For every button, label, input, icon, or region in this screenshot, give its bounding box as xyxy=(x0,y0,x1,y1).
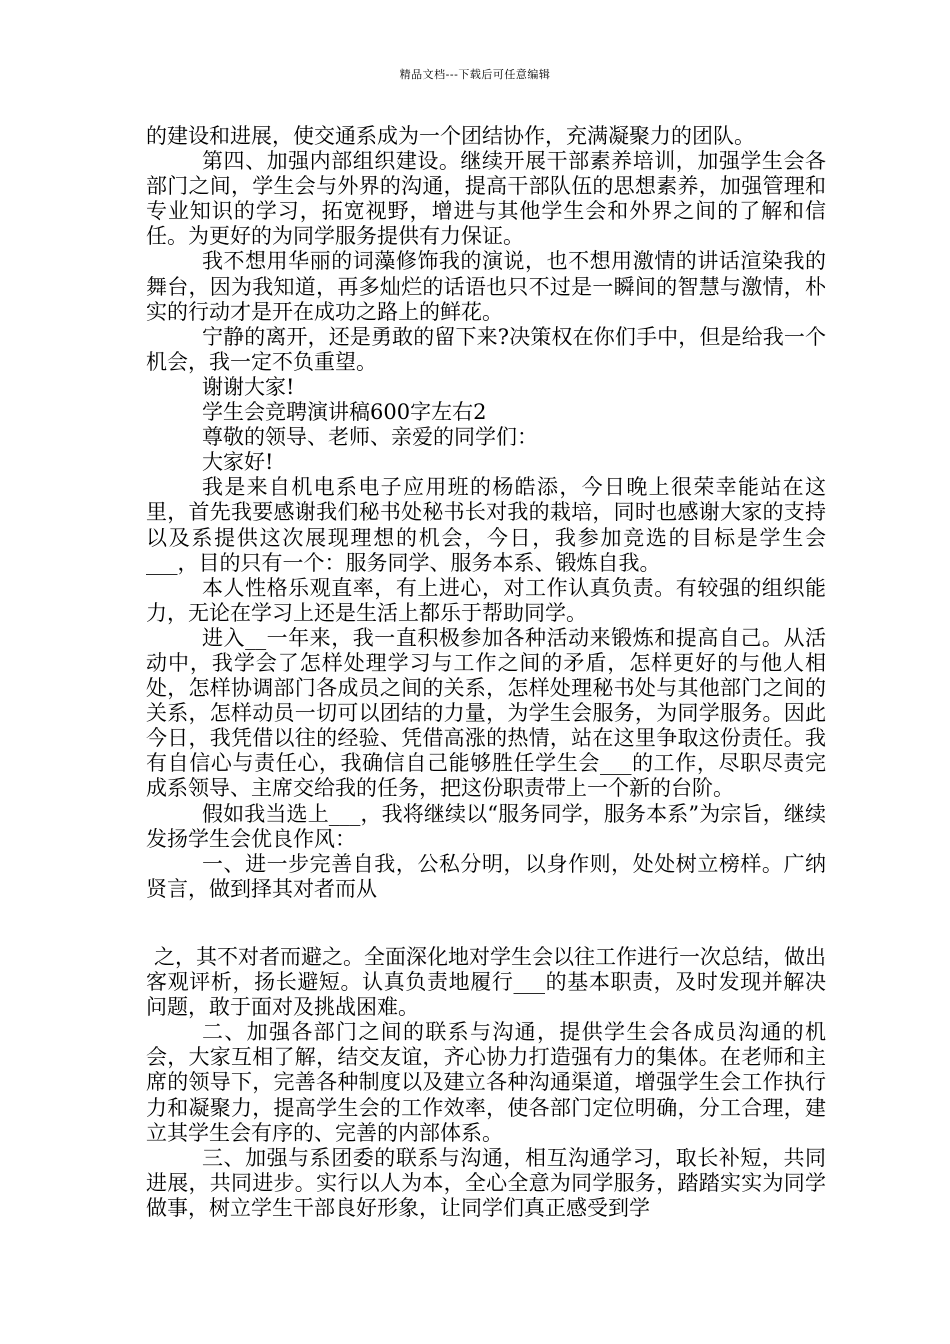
paragraph: 第四、加强内部组织建设。继续开展干部素养培训，加强学生会各部门之间，学生会与外界的沟通，提高干部队伍的思想素养，加强管理和专业知识的学习，拓宽视野，增进与其他学生会和外界之间的了解和信任。为更好的为同学服务提供有力保证。 xyxy=(146,149,826,249)
paragraph: 假如我当选上___，我将继续以“服务同学，服务本系”为宗旨，继续发扬学生会优良作风： xyxy=(146,801,826,851)
paragraph: 三、加强与系团委的联系与沟通，相互沟通学习，取长补短，共同进展，共同进步。实行以人为本，全心全意为同学服务，踏踏实实为同学做事，树立学生干部良好形象，让同学们真正感受到学 xyxy=(146,1145,826,1220)
paragraph: 谢谢大家! xyxy=(202,374,295,399)
paragraph: 本人性格乐观直率，有上进心，对工作认真负责。有较强的组织能力，无论在学习上还是生活上都乐于帮助同学。 xyxy=(146,575,826,625)
document-section-1 xyxy=(146,124,826,902)
paragraph: 学生会竞聘演讲稿600字左右2 xyxy=(202,400,487,425)
paragraph: 一、进一步完善自我，公私分明，以身作则，处处树立榜样。广纳贤言，做到择其对者而从 xyxy=(146,851,826,901)
paragraph: 我是来自机电系电子应用班的杨皓添，今日晚上很荣幸能站在这里，首先我要感谢我们秘书处秘书长对我的栽培，同时也感谢大家的支持以及系提供这次展现理想的机会，今日，我参加竞选的目标是学生会___，目的只有一个：服务同学、服务本系、锻炼自我。 xyxy=(146,475,826,575)
paragraph: 之，其不对者而避之。全面深化地对学生会以往工作进行一次总结，做出客观评析，扬长避短。认真负责地履行___的基本职责，及时发现并解决问题，敢于面对及挑战困难。 xyxy=(146,945,826,1020)
paragraph: 的建设和进展，使交通系成为一个团结协作，充满凝聚力的团队。 xyxy=(146,124,755,148)
paragraph: 尊敬的领导、老师、亲爱的同学们： xyxy=(202,425,538,450)
paragraph: 二、加强各部门之间的联系与沟通，提供学生会各成员沟通的机会，大家互相了解，结交友谊，齐心协力打造强有力的集体。在老师和主席的领导下，完善各种制度以及建立各种沟通渠道，增强学生会工作执行力和凝聚力，提高学生会的工作效率，使各部门定位明确，分工合理，建立其学生会有序的、完善的内部体系。 xyxy=(146,1020,826,1145)
paragraph: 我不想用华丽的词藻修饰我的演说，也不想用激情的讲话渲染我的舞台，因为我知道，再多灿烂的话语也只不过是一瞬间的智慧与激情，朴实的行动才是开在成功之路上的鲜花。 xyxy=(146,249,826,324)
paragraph: 大家好! xyxy=(202,450,274,475)
document-section-2 xyxy=(146,945,826,1221)
paragraph: 宁静的离开，还是勇敢的留下来?决策权在你们手中，但是给我一个机会，我一定不负重望。 xyxy=(146,324,826,374)
page-header: 精品文档---下载后可任意编辑 xyxy=(399,68,551,81)
paragraph: 进入__一年来，我一直积极参加各种活动来锻炼和提高自己。从活动中，我学会了怎样处理学习与工作之间的矛盾，怎样更好的与他人相处，怎样协调部门各成员之间的关系，怎样处理秘书处与其他部门之间的关系，怎样动员一切可以团结的力量，为学生会服务，为同学服务。因此今日，我凭借以往的经验、凭借高涨的热情，站在这里争取这份责任。我有自信心与责任心，我确信自己能够胜任学生会___的工作，尽职尽责完成系领导、主席交给我的任务，把这份职责带上一个新的台阶。 xyxy=(146,625,826,801)
